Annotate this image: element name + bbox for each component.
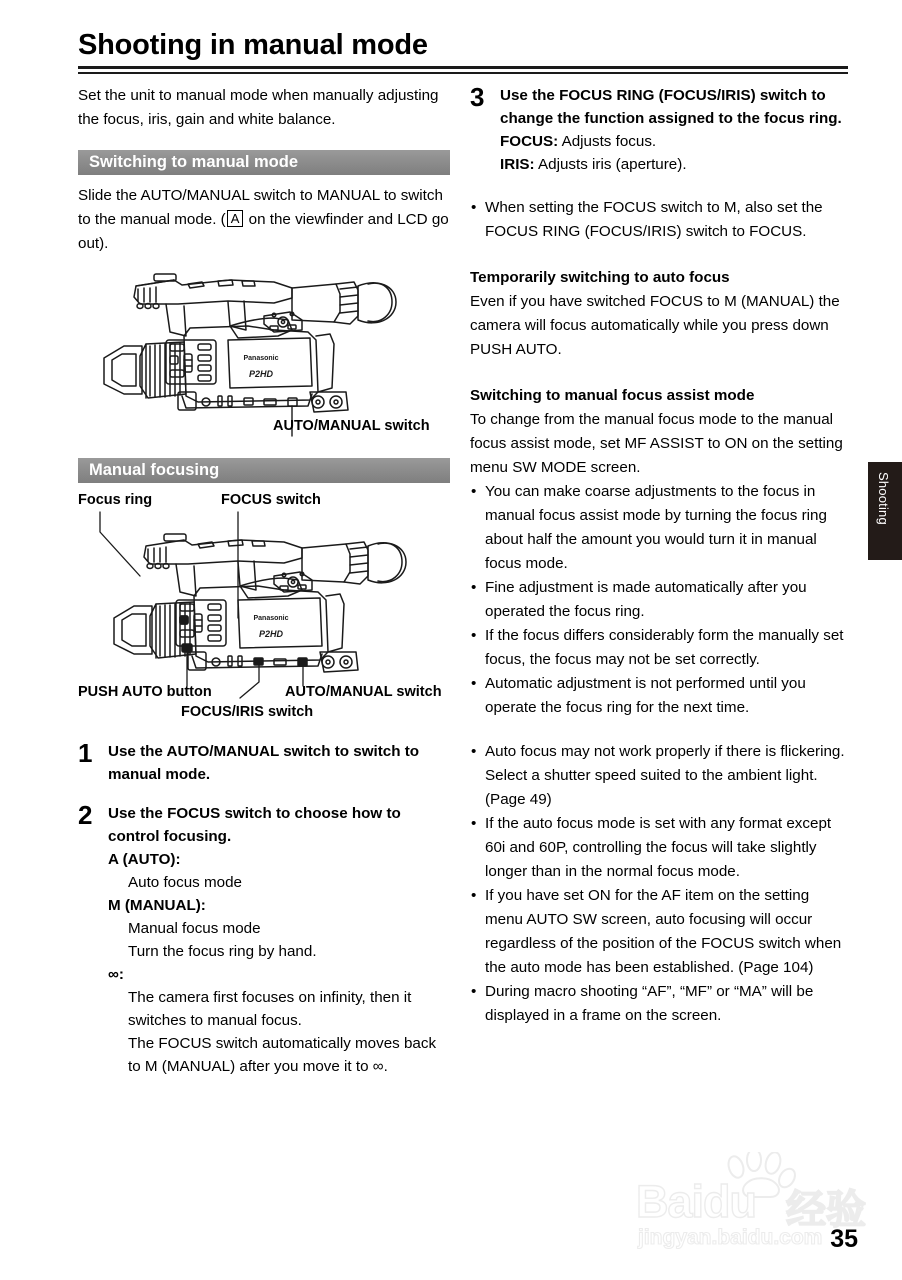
final-bullet-3: • If you have set ON for the AF item on the setting menu AUTO SW screen, auto focusing will occur regardless of the position of the FOCUS switch when the auto mode has been established. (Page 104) [470,884,848,980]
step-3 [470,84,848,176]
step-3-focus-text: Adjusts focus. [558,133,657,150]
camcorder-illustration-2 [78,510,450,710]
step-2 [78,802,450,1078]
note-bullet-focus-ring: • When setting the FOCUS switch to M, also set the FOCUS RING (FOCUS/IRIS) switch to FOCUS. [470,196,848,244]
step-2-term-manual-line-1: Manual focus mode [128,920,261,937]
step-2-term-infinity-line-2: The FOCUS switch automatically moves back to M (MANUAL) after you move it to ∞. [128,1035,437,1075]
figure2-caption-focus-ring: Focus ring [78,492,153,508]
svg-text:P2HD: P2HD [248,369,274,379]
assist-bullet-2: • Fine adjustment is made automatically after you operated the focus ring. [470,576,848,624]
assist-bullet-1: • You can make coarse adjustments to the focus in manual focus assist mode by turning the focus ring about half the amount you would turn it in manual focus mode. [470,480,848,576]
step-3-heading: Use the FOCUS RING (FOCUS/IRIS) switch to change the function assigned to the focus ring. [500,87,842,127]
intro-paragraph: Set the unit to manual mode when manually adjusting the focus, iris, gain and white balance. [78,87,439,128]
step-2-term-auto-label: A (AUTO): [108,851,181,868]
page-number: 35 [830,1225,858,1253]
heading-temporarily-switching-auto-focus: Temporarily switching to auto focus [470,269,730,286]
note-bullet-list [470,196,848,244]
svg-text:P2HD: P2HD [258,629,284,639]
step-3-iris-label: IRIS: [500,156,535,173]
step-1 [78,740,450,786]
assist-bullet-4: • Automatic adjustment is not performed until you operate the focus ring for the next time. [470,672,848,720]
step-2-term-infinity-line-1: The camera first focuses on infinity, then it switches to manual focus. [128,989,412,1029]
step-2-heading: Use the FOCUS switch to choose how to control focusing. [108,805,401,845]
watermark-main-text: Baidu [636,1176,757,1227]
svg-text:Panasonic: Panasonic [243,355,279,362]
assist-mode-bullet-list [470,480,848,720]
final-bullet-1: • Auto focus may not work properly if there is flickering. Select a shutter speed suited to the ambient light. (Page 49) [470,740,848,812]
spacer-2 [470,720,848,740]
step-3-focus-label: FOCUS: [500,133,559,150]
step-2-number: 2 [78,800,93,830]
step-2-term-manual-line-2: Turn the focus ring by hand. [128,943,317,960]
figure-camcorder-manual-focusing [78,492,450,720]
svg-text:Panasonic: Panasonic [253,615,289,622]
step-3-iris-text: Adjusts iris (aperture). [534,156,687,173]
page-title: Shooting in manual mode [78,29,428,61]
step-2-term-infinity-label: ∞: [108,966,124,983]
figure2-caption-focus-switch: FOCUS switch [221,492,321,508]
step-2-term-manual-label: M (MANUAL): [108,897,206,914]
final-bullet-4: • During macro shooting “AF”, “MF” or “MA” will be displayed in a frame on the screen. [470,980,848,1028]
step-3-number: 3 [470,82,485,112]
step-1-heading: Use the AUTO/MANUAL switch to switch to manual mode. [108,743,420,783]
baidu-paw-icon [724,1152,796,1198]
boxed-a-indicator: A [227,210,244,227]
title-rule-thin [78,72,848,74]
figure1-caption-auto-manual-switch: AUTO/MANUAL switch [273,418,430,434]
body-temporarily-switching-auto-focus: Even if you have switched FOCUS to M (MANUAL) the camera will focus automatically while you press down PUSH AUTO. [470,293,840,358]
step-1-number: 1 [78,738,93,768]
step-3-iris-line [500,153,848,176]
assist-bullet-3: • If the focus differs considerably form the manually set focus, the focus may not be set correctly. [470,624,848,672]
step-2-term-auto-line-1: Auto focus mode [128,874,242,891]
figure-camcorder-auto-manual [78,260,450,440]
side-tab-shooting [868,462,902,560]
figure2-caption-push-auto-button: PUSH AUTO button [78,684,212,700]
body-manual-focus-assist-mode: To change from the manual focus mode to the manual focus assist mode, set MF ASSIST to ON on the setting menu SW MODE screen. [470,411,843,476]
left-column [78,84,450,1078]
heading-manual-focus-assist-mode: Switching to manual focus assist mode [470,387,755,404]
switching-body-part2: on the viewfinder and LCD go out). [78,211,449,252]
watermark-chinese-text: 经验 [786,1188,866,1232]
switching-body [78,184,450,256]
side-tab-label: Shooting [876,472,891,525]
step-3-focus-line [500,130,848,153]
watermark-sub-text: jingyan.baidu.com [638,1226,823,1249]
figure2-caption-focus-iris-switch: FOCUS/IRIS switch [181,704,314,720]
figure2-caption-auto-manual-switch: AUTO/MANUAL switch [285,684,442,700]
spacer-1 [470,176,848,196]
right-column [470,84,848,1028]
switching-body-part1: Slide the AUTO/MANUAL switch to MANUAL to switch to the manual mode. ( [78,187,443,228]
section-header-switching-to-manual-mode: Switching to manual mode [78,150,450,175]
final-bullet-list [470,740,848,1028]
title-rule-thick [78,66,848,69]
camcorder-illustration-1 [78,260,450,440]
section-header-manual-focusing: Manual focusing [78,458,450,483]
final-bullet-2: • If the auto focus mode is set with any format except 60i and 60P, controlling the focus will take slightly longer than in the normal focus mode. [470,812,848,884]
